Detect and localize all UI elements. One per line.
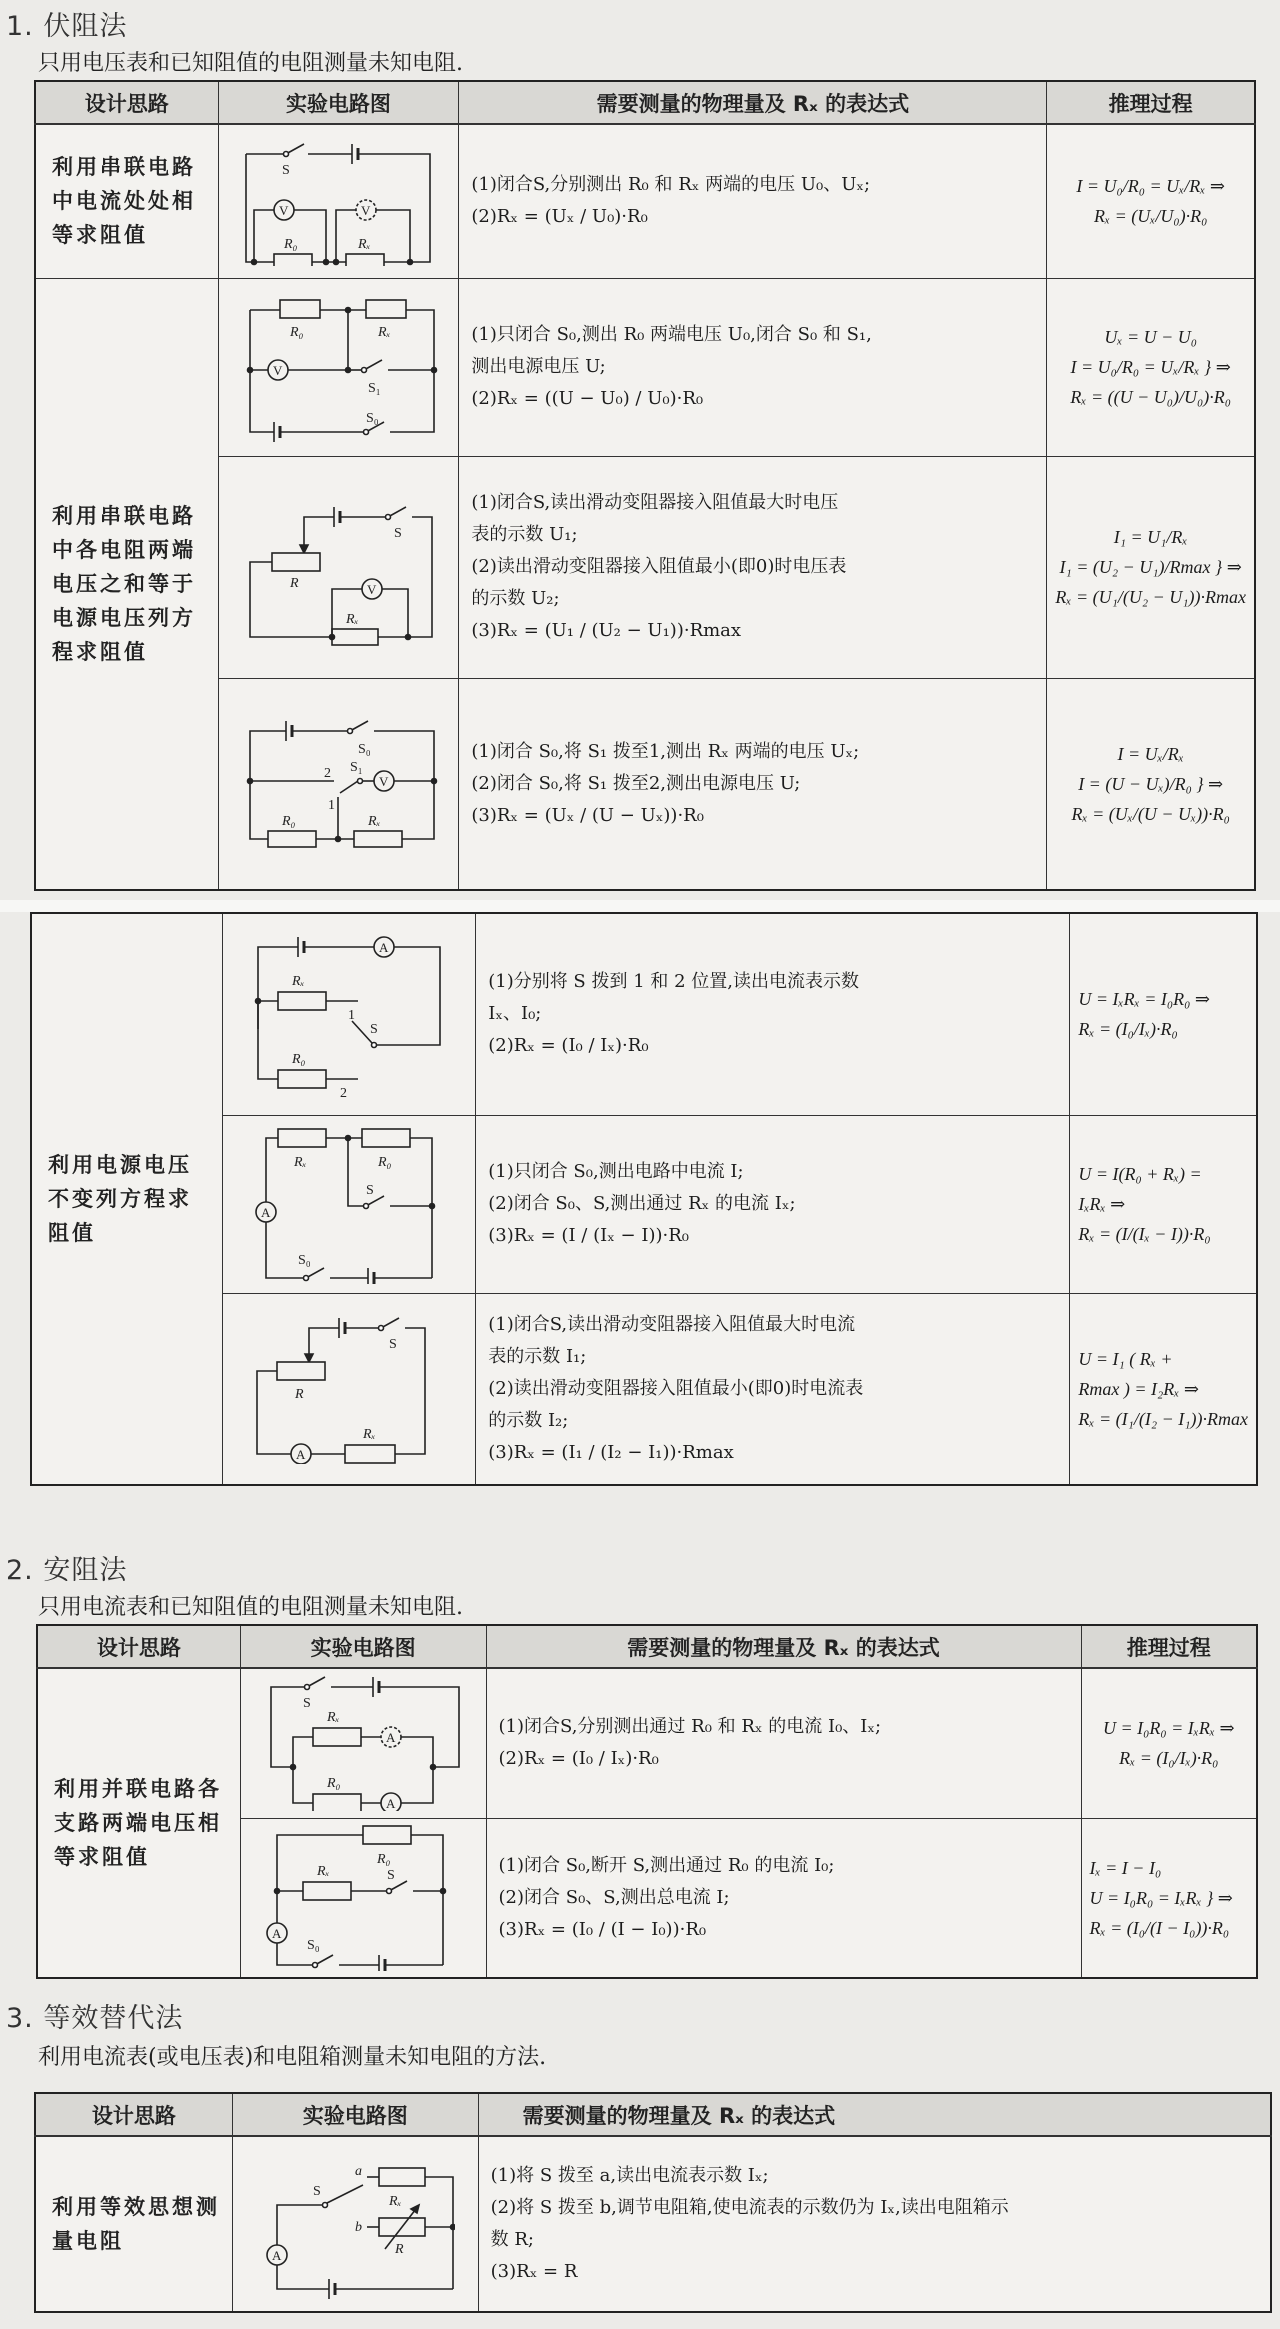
ammeter-method-table xyxy=(36,1624,1258,1979)
step-2: (2)闭合 S₀,将 S₁ 拨至2,测出电源电压 U; xyxy=(471,772,801,794)
step-1-cont: 表的示数 I₁; xyxy=(488,1345,587,1367)
design-idea: 利用串联电路中电流处处相等求阻值 xyxy=(35,124,218,278)
step-2: (2)读出滑动变阻器接入阻值最小(即0)时电压表 xyxy=(471,556,847,577)
circuit-diagram-cell xyxy=(218,678,459,890)
svg-text:R₀: R₀ xyxy=(378,1155,392,1170)
header-design: 设计思路 xyxy=(35,81,218,124)
svg-text:Rₓ: Rₓ xyxy=(363,1426,376,1442)
section-description-substitution-method: 利用电流表(或电压表)和电阻箱测量未知电阻的方法. xyxy=(38,2045,547,2070)
table-row xyxy=(35,124,1255,278)
circuit-diagram-cell xyxy=(240,1818,486,1978)
section-description-voltmeter-method: 只用电压表和已知阻值的电阻测量未知电阻. xyxy=(38,51,463,76)
header-circuit: 实验电路图 xyxy=(232,2093,478,2136)
circuit-diagram-cell xyxy=(223,1293,476,1485)
measurement-steps xyxy=(476,913,1070,1115)
step-2: (2)Rₓ = (I₀ / Iₓ)·R₀ xyxy=(488,1035,649,1057)
table-header-row xyxy=(35,2093,1271,2136)
reasoning-line: Rₓ = (I₀/Iₓ)·R₀ xyxy=(1078,1019,1178,1040)
header-reasoning: 推理过程 xyxy=(1081,1625,1257,1668)
step-1: (1)闭合S,分别测出通过 R₀ 和 Rₓ 的电流 I₀、Iₓ; xyxy=(498,1716,882,1738)
table-row xyxy=(35,278,1255,456)
reasoning-line: U = IₓRₓ = I₀R₀ ⇒ xyxy=(1078,989,1210,1010)
ammeter-switch-positions-1-2-circuit-icon xyxy=(244,929,454,1099)
svg-text:A: A xyxy=(386,1730,396,1746)
reasoning-process xyxy=(1047,456,1255,678)
svg-text:V: V xyxy=(379,773,389,789)
svg-text:S: S xyxy=(387,1867,395,1883)
reasoning-line: U = I(R₀ + Rₓ) = xyxy=(1078,1164,1202,1184)
section-title-ammeter-method: 2. 安阻法 xyxy=(6,1555,128,1586)
reasoning-line: Rₓ = (I₀/(I − I₀))·R₀ xyxy=(1089,1917,1230,1938)
step-2: (2)Rₓ = ((U − U₀) / U₀)·R₀ xyxy=(471,388,704,409)
measurement-steps xyxy=(486,1818,1081,1978)
header-expression: 需要测量的物理量及 Rₓ 的表达式 xyxy=(459,81,1047,124)
svg-text:Rₓ: Rₓ xyxy=(358,237,371,253)
reasoning-line: I = U₀/R₀ = Uₓ/Rₓ ⇒ xyxy=(1076,176,1225,197)
section-title-voltmeter-method: 1. 伏阻法 xyxy=(6,11,128,42)
reasoning-line: Rₓ = (I₁/(I₂ − I₁))·Rmax xyxy=(1078,1408,1248,1429)
measurement-steps xyxy=(459,278,1047,456)
svg-text:Rₓ: Rₓ xyxy=(368,813,381,829)
svg-text:V: V xyxy=(367,582,377,597)
svg-text:R₀: R₀ xyxy=(377,1851,391,1867)
svg-text:S₀: S₀ xyxy=(298,1253,311,1268)
reasoning-process xyxy=(1070,913,1257,1115)
measurement-steps xyxy=(476,1293,1070,1485)
svg-text:Rₓ: Rₓ xyxy=(294,1155,307,1170)
header-reasoning: 推理过程 xyxy=(1047,81,1255,124)
svg-text:R: R xyxy=(395,2242,404,2257)
design-idea: 利用串联电路中各电阻两端电压之和等于电源电压列方程求阻值 xyxy=(35,278,218,890)
reasoning-line: I₁ = (U₂ − U₁)/Rmax } ⇒ xyxy=(1059,557,1242,577)
ammeter-shorting-switch-circuit-icon xyxy=(244,1124,454,1284)
voltmeter-method-table xyxy=(34,80,1256,891)
parallel-circuit-two-ammeters-icon xyxy=(263,1675,463,1811)
header-circuit: 实验电路图 xyxy=(218,81,459,124)
reasoning-line: IₓRₓ ⇒ xyxy=(1078,1194,1126,1214)
circuit-diagram-cell xyxy=(232,2136,478,2312)
design-idea: 利用电源电压不变列方程求阻值 xyxy=(31,913,223,1485)
reasoning-line: I = Uₓ/Rₓ xyxy=(1117,743,1184,764)
step-3: (3)Rₓ = R xyxy=(490,2261,578,2282)
step-1: (1)闭合 S₀,将 S₁ 拨至1,测出 Rₓ 两端的电压 Uₓ; xyxy=(471,740,860,762)
circuit-diagram-cell xyxy=(218,278,459,456)
header-design: 设计思路 xyxy=(35,2093,232,2136)
step-1-cont: 表的示数 U₁; xyxy=(471,524,578,545)
reasoning-line: Iₓ = I − I₀ xyxy=(1089,1857,1162,1878)
step-2: (2)闭合 S₀、S,测出通过 Rₓ 的电流 Iₓ; xyxy=(488,1193,796,1214)
measurement-steps xyxy=(476,1115,1070,1293)
step-1-cont: 测出电源电压 U; xyxy=(471,356,606,377)
svg-text:S₀: S₀ xyxy=(307,1937,320,1953)
svg-text:S₀: S₀ xyxy=(366,411,380,426)
svg-text:S: S xyxy=(313,2184,322,2199)
reasoning-line: Rₓ = (Uₓ/(U − Uₓ))·R₀ xyxy=(1071,803,1230,824)
svg-text:R₀: R₀ xyxy=(327,1776,341,1792)
reasoning-line: U = I₁ ( Rₓ + xyxy=(1078,1348,1173,1369)
step-3: (3)Rₓ = (I₀ / (I − I₀))·R₀ xyxy=(498,1918,707,1940)
step-2: (2)将 S 拨至 b,调节电阻箱,使电流表的示数仍为 Iₓ,读出电阻箱示 xyxy=(490,2197,1009,2218)
step-2-cont: 的示数 I₂; xyxy=(488,1409,569,1431)
svg-text:Rₓ: Rₓ xyxy=(346,612,359,627)
substitution-method-table xyxy=(34,2092,1272,2313)
table-header-row xyxy=(35,81,1255,124)
reasoning-line: I = U₀/R₀ = Uₓ/Rₓ } ⇒ xyxy=(1070,357,1231,377)
step-1: (1)只闭合 S₀,测出 R₀ 两端电压 U₀,闭合 S₀ 和 S₁, xyxy=(471,324,872,345)
svg-text:2: 2 xyxy=(340,1086,348,1100)
svg-text:Rₓ: Rₓ xyxy=(378,325,391,340)
svg-text:R: R xyxy=(295,1386,304,1402)
reasoning-process xyxy=(1081,1668,1257,1818)
reasoning-process xyxy=(1047,124,1255,278)
circuit-diagram-cell xyxy=(223,913,476,1115)
step-1-cont: Iₓ、I₀; xyxy=(488,1003,542,1025)
svg-text:Rₓ: Rₓ xyxy=(317,1863,330,1879)
measurement-steps xyxy=(459,124,1047,278)
series-circuit-voltmeter-switches-s0-s1-icon xyxy=(238,292,438,442)
svg-text:Rₓ: Rₓ xyxy=(327,1710,340,1726)
reasoning-line: Uₓ = U − U₀ xyxy=(1104,327,1197,347)
reasoning-line: U = I₀R₀ = IₓRₓ } ⇒ xyxy=(1089,1887,1233,1908)
svg-text:1: 1 xyxy=(348,1008,356,1024)
reasoning-process xyxy=(1070,1293,1257,1485)
svg-text:R₀: R₀ xyxy=(282,813,296,829)
step-1: (1)闭合S,分别测出 R₀ 和 Rₓ 两端的电压 U₀、Uₓ; xyxy=(471,174,871,196)
single-pole-double-throw-voltmeter-circuit-icon xyxy=(238,709,438,859)
design-idea: 利用等效思想测量电阻 xyxy=(35,2136,232,2312)
step-2-cont: 数 R; xyxy=(490,2229,534,2250)
circuit-diagram-cell xyxy=(218,124,459,278)
step-2: (2)读出滑动变阻器接入阻值最小(即0)时电流表 xyxy=(488,1377,864,1399)
table-row xyxy=(35,678,1255,890)
svg-text:S₀: S₀ xyxy=(358,741,372,757)
reasoning-line: Rₓ = (I/(Iₓ − I))·R₀ xyxy=(1078,1224,1211,1244)
step-1: (1)将 S 拨至 a,读出电流表示数 Iₓ; xyxy=(490,2165,769,2186)
svg-text:S: S xyxy=(303,1696,311,1712)
step-3: (3)Rₓ = (Uₓ / (U − Uₓ))·R₀ xyxy=(471,804,704,826)
svg-text:S: S xyxy=(394,526,403,541)
measurement-steps xyxy=(486,1668,1081,1818)
svg-text:a: a xyxy=(355,2164,363,2179)
svg-text:R₀: R₀ xyxy=(290,325,304,340)
measurement-steps xyxy=(478,2136,1271,2312)
svg-text:S₁: S₁ xyxy=(350,759,364,775)
svg-text:b: b xyxy=(355,2220,363,2235)
svg-text:A: A xyxy=(261,1205,271,1220)
svg-text:V: V xyxy=(361,203,371,219)
header-expression: 需要测量的物理量及 Rₓ 的表达式 xyxy=(486,1625,1081,1668)
reasoning-line: I = (U − Uₓ)/R₀ } ⇒ xyxy=(1078,773,1224,794)
table-row xyxy=(31,913,1257,1115)
rheostat-ammeter-circuit-icon xyxy=(249,1314,449,1464)
reasoning-process xyxy=(1047,678,1255,890)
step-3: (3)Rₓ = (I / (Iₓ − I))·R₀ xyxy=(488,1225,689,1246)
power-voltage-constant-table xyxy=(30,912,1258,1486)
reasoning-line: U = I₀R₀ = IₓRₓ ⇒ xyxy=(1102,1718,1235,1739)
header-design: 设计思路 xyxy=(37,1625,240,1668)
step-2: (2)闭合 S₀、S,测出总电流 I; xyxy=(498,1886,730,1908)
table-header-row xyxy=(37,1625,1257,1668)
parallel-circuit-ammeter-switches-icon xyxy=(263,1825,463,1971)
section-title-substitution-method: 3. 等效替代法 xyxy=(6,2003,184,2034)
substitution-resistance-box-circuit-icon xyxy=(255,2149,455,2299)
svg-text:S: S xyxy=(389,1336,398,1352)
header-circuit: 实验电路图 xyxy=(240,1625,486,1668)
step-1: (1)分别将 S 拨到 1 和 2 位置,读出电流表示数 xyxy=(488,971,860,993)
step-2-cont: 的示数 U₂; xyxy=(471,588,560,609)
reasoning-process xyxy=(1081,1818,1257,1978)
rheostat-voltmeter-circuit-icon xyxy=(238,487,438,647)
step-1: (1)闭合S,读出滑动变阻器接入阻值最大时电压 xyxy=(471,492,839,513)
svg-text:S: S xyxy=(282,163,291,179)
measurement-steps xyxy=(459,678,1047,890)
measurement-steps xyxy=(459,456,1047,678)
design-idea: 利用并联电路各支路两端电压相等求阻值 xyxy=(37,1668,240,1978)
section-description-ammeter-method: 只用电流表和已知阻值的电阻测量未知电阻. xyxy=(38,1595,463,1620)
svg-text:A: A xyxy=(296,1446,306,1462)
reasoning-line: Rₓ = (I₀/Iₓ)·R₀ xyxy=(1119,1748,1219,1769)
svg-text:A: A xyxy=(272,2248,282,2263)
reasoning-line: Rₓ = ((U − U₀)/U₀)·R₀ xyxy=(1070,387,1231,407)
reasoning-line: Rₓ = (Uₓ/U₀)·R₀ xyxy=(1093,206,1208,227)
svg-text:R₀: R₀ xyxy=(292,1052,306,1068)
svg-text:R₀: R₀ xyxy=(284,237,298,253)
svg-text:Rₓ: Rₓ xyxy=(389,2194,402,2209)
step-1: (1)闭合S,读出滑动变阻器接入阻值最大时电流 xyxy=(488,1313,856,1335)
step-3: (3)Rₓ = (U₁ / (U₂ − U₁))·Rmax xyxy=(471,620,742,641)
svg-text:S: S xyxy=(366,1183,375,1198)
svg-text:A: A xyxy=(272,1925,282,1941)
svg-text:S₁: S₁ xyxy=(368,381,382,396)
step-3: (3)Rₓ = (I₁ / (I₂ − I₁))·Rmax xyxy=(488,1441,734,1463)
header-expression: 需要测量的物理量及 Rₓ 的表达式 xyxy=(478,2093,1271,2136)
reasoning-line: I₁ = U₁/Rₓ xyxy=(1113,527,1188,547)
circuit-diagram-cell xyxy=(223,1115,476,1293)
circuit-diagram-cell xyxy=(240,1668,486,1818)
svg-text:2: 2 xyxy=(324,765,332,781)
table-row xyxy=(35,456,1255,678)
reasoning-process xyxy=(1070,1115,1257,1293)
reasoning-line: Rₓ = (U₁/(U₂ − U₁))·Rmax xyxy=(1055,587,1246,607)
step-2: (2)Rₓ = (Uₓ / U₀)·R₀ xyxy=(471,206,648,228)
step-1: (1)闭合 S₀,断开 S,测出通过 R₀ 的电流 I₀; xyxy=(498,1854,835,1876)
reasoning-process xyxy=(1047,278,1255,456)
svg-text:V: V xyxy=(279,203,289,219)
svg-text:Rₓ: Rₓ xyxy=(292,974,305,990)
table-row xyxy=(37,1668,1257,1818)
page-gap xyxy=(0,900,1280,912)
step-2: (2)Rₓ = (I₀ / Iₓ)·R₀ xyxy=(498,1748,659,1770)
table-row xyxy=(35,2136,1271,2312)
reasoning-line: Rmax ) = I₂Rₓ ⇒ xyxy=(1078,1378,1199,1399)
svg-text:V: V xyxy=(273,363,283,378)
svg-text:A: A xyxy=(386,1796,396,1812)
step-1: (1)只闭合 S₀,测出电路中电流 I; xyxy=(488,1161,744,1182)
svg-text:S: S xyxy=(370,1022,379,1038)
svg-text:1: 1 xyxy=(328,797,336,813)
svg-text:R: R xyxy=(290,576,299,591)
series-circuit-two-voltmeters-icon xyxy=(238,136,438,266)
circuit-diagram-cell xyxy=(218,456,459,678)
svg-text:A: A xyxy=(379,940,389,956)
